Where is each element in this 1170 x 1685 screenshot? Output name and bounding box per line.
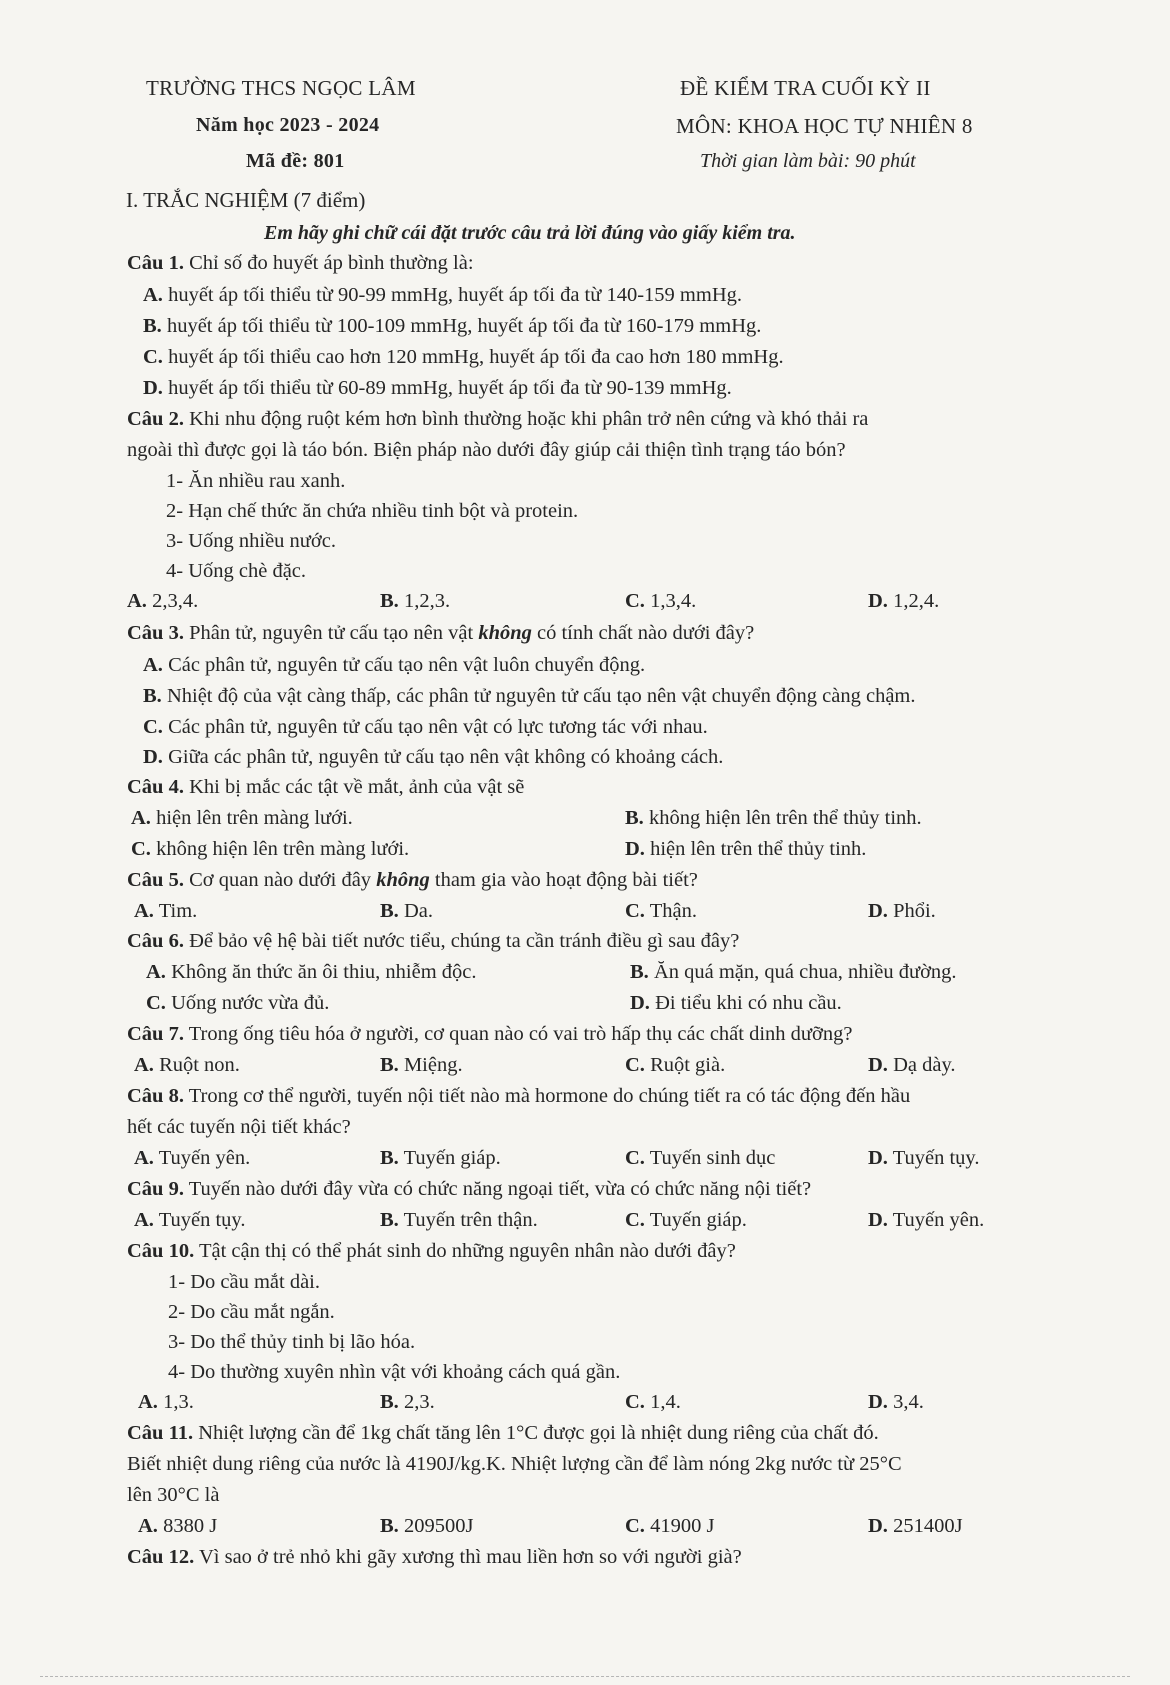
- question-text-end: có tính chất nào dưới đây?: [531, 622, 755, 644]
- q3-option-a[interactable]: [143, 654, 645, 677]
- q10-option-c[interactable]: [625, 1391, 681, 1414]
- q2-item-3: 3- Uống nhiều nước.: [166, 530, 336, 552]
- option-letter: A.: [127, 590, 147, 612]
- option-text: 209500J: [403, 1515, 474, 1537]
- q4-option-d[interactable]: [625, 838, 866, 861]
- option-text: hiện lên trên thể thủy tinh.: [650, 838, 867, 860]
- option-letter: B.: [380, 900, 399, 922]
- option-letter: D.: [143, 746, 163, 768]
- option-text: Ruột non.: [159, 1054, 240, 1076]
- option-letter: C.: [131, 838, 151, 860]
- option-letter: D.: [143, 377, 163, 399]
- option-text: Miệng.: [403, 1054, 463, 1076]
- option-text: Tuyến trên thận.: [403, 1209, 538, 1231]
- question-11-cont-2: lên 30°C là: [127, 1484, 220, 1506]
- q4-option-a[interactable]: [131, 807, 353, 830]
- option-text: 2,3,4.: [152, 590, 199, 612]
- q1-option-c[interactable]: [143, 346, 784, 369]
- option-text: Tim.: [158, 900, 198, 922]
- q2-item-2: 2- Hạn chế thức ăn chứa nhiều tinh bột và protein.: [166, 500, 579, 522]
- q10-option-d[interactable]: [868, 1391, 924, 1414]
- option-text: Các phân tử, nguyên tử cấu tạo nên vật luôn chuyển động.: [168, 654, 646, 676]
- q1-option-a[interactable]: [143, 284, 742, 307]
- question-text-end: tham gia vào hoạt động bài tiết?: [429, 869, 698, 891]
- option-letter: D.: [868, 1054, 888, 1076]
- option-letter: B.: [380, 1515, 399, 1537]
- option-text: Dạ dày.: [893, 1054, 956, 1076]
- q4-option-c[interactable]: [131, 838, 409, 861]
- option-letter: B.: [380, 590, 399, 612]
- q10-item-3: 3- Do thể thủy tinh bị lão hóa.: [168, 1331, 416, 1353]
- option-text: Tuyến giáp.: [403, 1147, 501, 1169]
- q9-option-c[interactable]: [625, 1209, 747, 1232]
- exam-code: Mã đề: 801: [246, 150, 345, 172]
- option-letter: C.: [625, 1147, 645, 1169]
- question-number: Câu 8.: [127, 1085, 184, 1107]
- q6-option-b[interactable]: [630, 961, 957, 984]
- question-text: Trong cơ thể người, tuyến nội tiết nào mà hormone do chúng tiết ra có tác động đến hầu: [188, 1085, 911, 1107]
- q7-option-d[interactable]: [868, 1054, 955, 1077]
- option-letter: A.: [134, 1054, 154, 1076]
- q2-item-1: 1- Ăn nhiều rau xanh.: [166, 470, 346, 492]
- q5-option-c[interactable]: [625, 900, 697, 923]
- question-12: [127, 1546, 742, 1569]
- option-text: 3,4.: [893, 1391, 924, 1413]
- question-number: Câu 12.: [127, 1546, 195, 1568]
- q11-option-c[interactable]: [625, 1515, 714, 1538]
- option-text: không hiện lên trên màng lưới.: [156, 838, 410, 860]
- option-text: Ăn quá mặn, quá chua, nhiều đường.: [653, 961, 957, 983]
- q1-option-d[interactable]: [143, 377, 732, 400]
- option-text: Không ăn thức ăn ôi thiu, nhiễm độc.: [171, 961, 477, 983]
- q6-option-c[interactable]: [146, 992, 329, 1015]
- question-8-cont: hết các tuyến nội tiết khác?: [127, 1116, 351, 1138]
- q9-option-a[interactable]: [134, 1209, 245, 1232]
- q8-option-b[interactable]: [380, 1147, 501, 1170]
- q3-option-d[interactable]: [143, 746, 723, 769]
- question-number: Câu 10.: [127, 1240, 195, 1262]
- option-letter: A.: [143, 284, 163, 306]
- question-4: [127, 776, 524, 799]
- option-letter: D.: [630, 992, 650, 1014]
- question-number: Câu 4.: [127, 776, 184, 798]
- question-text: Vì sao ở trẻ nhỏ khi gãy xương thì mau liền hơn so với người già?: [198, 1546, 742, 1568]
- option-text: huyết áp tối thiểu từ 60-89 mmHg, huyết áp tối đa từ 90-139 mmHg.: [168, 377, 732, 399]
- option-text: Đi tiểu khi có nhu cầu.: [655, 992, 842, 1014]
- subject: MÔN: KHOA HỌC TỰ NHIÊN 8: [676, 114, 973, 138]
- q8-option-d[interactable]: [868, 1147, 979, 1170]
- question-text: Tật cận thị có thể phát sinh do những nguyên nhân nào dưới đây?: [198, 1240, 736, 1262]
- option-letter: A.: [131, 807, 151, 829]
- question-6: [127, 930, 739, 953]
- option-text: 2,3.: [403, 1391, 435, 1413]
- option-text: không hiện lên trên thể thủy tinh.: [648, 807, 922, 829]
- option-letter: A.: [134, 900, 154, 922]
- option-letter: C.: [143, 346, 163, 368]
- question-11-cont: Biết nhiệt dung riêng của nước là 4190J/kg.K. Nhiệt lượng cần để làm nóng 2kg nước từ 25°C: [127, 1453, 902, 1475]
- q8-option-a[interactable]: [134, 1147, 250, 1170]
- option-text: 1,4.: [650, 1391, 681, 1413]
- option-letter: C.: [625, 1391, 645, 1413]
- option-text: Tuyến sinh dục: [649, 1147, 776, 1169]
- question-3: [127, 622, 754, 645]
- q2-option-a[interactable]: [127, 590, 198, 613]
- question-number: Câu 6.: [127, 930, 184, 952]
- option-text: 1,3,4.: [650, 590, 697, 612]
- option-letter: A.: [138, 1515, 158, 1537]
- question-number: Câu 7.: [127, 1023, 184, 1045]
- option-text: Tuyến giáp.: [649, 1209, 747, 1231]
- q1-option-b[interactable]: [143, 315, 761, 338]
- option-text: Tuyến tụy.: [892, 1147, 980, 1169]
- question-7: [127, 1023, 852, 1046]
- question-text: Để bảo vệ hệ bài tiết nước tiểu, chúng ta cần tránh điều gì sau đây?: [189, 930, 740, 952]
- option-letter: B.: [380, 1209, 399, 1231]
- q7-option-b[interactable]: [380, 1054, 463, 1077]
- duration: Thời gian làm bài: 90 phút: [700, 150, 916, 172]
- question-5: [127, 869, 698, 892]
- q11-option-b[interactable]: [380, 1515, 473, 1538]
- option-text: huyết áp tối thiểu từ 100-109 mmHg, huyết áp tối đa từ 160-179 mmHg.: [166, 315, 762, 337]
- option-text: Các phân tử, nguyên tử cấu tạo nên vật có lực tương tác với nhau.: [168, 716, 708, 738]
- option-text: Da.: [403, 900, 433, 922]
- option-letter: A.: [138, 1391, 158, 1413]
- option-letter: D.: [625, 838, 645, 860]
- q3-option-b[interactable]: [143, 685, 916, 708]
- q8-option-c[interactable]: [625, 1147, 775, 1170]
- exam-title: ĐỀ KIỂM TRA CUỐI KỲ II: [680, 76, 931, 100]
- option-text: 1,3.: [163, 1391, 194, 1413]
- question-11: [127, 1422, 879, 1445]
- question-emphasis: không: [376, 869, 430, 891]
- option-letter: C.: [625, 1054, 645, 1076]
- question-2-cont: ngoài thì được gọi là táo bón. Biện pháp nào dưới đây giúp cải thiện tình trạng táo bón?: [127, 439, 846, 461]
- option-text: Giữa các phân tử, nguyên tử cấu tạo nên vật không có khoảng cách.: [168, 746, 724, 768]
- question-2: [127, 408, 868, 431]
- option-letter: D.: [868, 1147, 888, 1169]
- section-instruction: Em hãy ghi chữ cái đặt trước câu trả lời đúng vào giấy kiểm tra.: [264, 222, 796, 244]
- q9-option-d[interactable]: [868, 1209, 984, 1232]
- question-text: Khi bị mắc các tật về mắt, ảnh của vật sẽ: [189, 776, 525, 798]
- option-letter: D.: [868, 900, 888, 922]
- school-name: TRƯỜNG THCS NGỌC LÂM: [146, 76, 416, 100]
- option-letter: A.: [143, 654, 163, 676]
- q4-option-b[interactable]: [625, 807, 922, 830]
- option-text: Thận.: [649, 900, 697, 922]
- q5-option-b[interactable]: [380, 900, 433, 923]
- question-text: Trong ống tiêu hóa ở người, cơ quan nào có vai trò hấp thụ các chất dinh dưỡng?: [188, 1023, 853, 1045]
- option-letter: B.: [380, 1147, 399, 1169]
- option-text: huyết áp tối thiểu cao hơn 120 mmHg, huyết áp tối đa cao hơn 180 mmHg.: [168, 346, 784, 368]
- option-text: Tuyến yên.: [892, 1209, 985, 1231]
- page-bottom-edge: [40, 1676, 1130, 1677]
- question-text: Tuyến nào dưới đây vừa có chức năng ngoại tiết, vừa có chức năng nội tiết?: [188, 1178, 812, 1200]
- option-letter: C.: [143, 716, 163, 738]
- option-text: Tuyến yên.: [158, 1147, 251, 1169]
- option-text: Nhiệt độ của vật càng thấp, các phân tử nguyên tử cấu tạo nên vật chuyển động càng chậm.: [166, 685, 916, 707]
- q2-item-4: 4- Uống chè đặc.: [166, 560, 307, 582]
- option-letter: A.: [134, 1209, 154, 1231]
- question-number: Câu 3.: [127, 622, 184, 644]
- question-10: [127, 1240, 736, 1263]
- question-emphasis: không: [478, 622, 532, 644]
- q2-option-b[interactable]: [380, 590, 450, 613]
- q7-option-a[interactable]: [134, 1054, 240, 1077]
- q10-option-a[interactable]: [138, 1391, 194, 1414]
- option-letter: C.: [146, 992, 166, 1014]
- q5-option-d[interactable]: [868, 900, 936, 923]
- option-letter: B.: [630, 961, 649, 983]
- school-year: Năm học 2023 - 2024: [196, 114, 380, 136]
- option-text: huyết áp tối thiểu từ 90-99 mmHg, huyết áp tối đa từ 140-159 mmHg.: [168, 284, 743, 306]
- question-text: Khi nhu động ruột kém hơn bình thường hoặc khi phân trở nên cứng và khó thải ra: [189, 408, 869, 430]
- question-number: Câu 11.: [127, 1422, 194, 1444]
- option-letter: C.: [625, 1209, 645, 1231]
- option-text: 41900 J: [650, 1515, 715, 1537]
- question-number: Câu 5.: [127, 869, 184, 891]
- option-text: 8380 J: [163, 1515, 218, 1537]
- option-text: Phổi.: [893, 900, 936, 922]
- q6-option-d[interactable]: [630, 992, 842, 1015]
- option-letter: D.: [868, 1391, 888, 1413]
- q7-option-c[interactable]: [625, 1054, 725, 1077]
- option-text: Ruột già.: [650, 1054, 726, 1076]
- question-text: Phân tử, nguyên tử cấu tạo nên vật: [189, 622, 479, 644]
- q10-item-2: 2- Do cầu mắt ngắn.: [168, 1301, 335, 1323]
- option-letter: D.: [868, 590, 888, 612]
- option-letter: C.: [625, 900, 645, 922]
- option-letter: B.: [143, 315, 162, 337]
- q9-option-b[interactable]: [380, 1209, 538, 1232]
- option-letter: A.: [146, 961, 166, 983]
- q2-option-c[interactable]: [625, 590, 696, 613]
- q3-option-c[interactable]: [143, 716, 708, 739]
- option-text: 1,2,4.: [893, 590, 940, 612]
- q10-option-b[interactable]: [380, 1391, 435, 1414]
- option-text: 1,2,3.: [403, 590, 451, 612]
- question-8: [127, 1085, 910, 1108]
- option-letter: A.: [134, 1147, 154, 1169]
- option-letter: B.: [380, 1054, 399, 1076]
- question-1: [127, 252, 474, 275]
- option-letter: B.: [625, 807, 644, 829]
- option-letter: B.: [143, 685, 162, 707]
- option-letter: C.: [625, 590, 645, 612]
- q11-option-a[interactable]: [138, 1515, 217, 1538]
- option-letter: D.: [868, 1209, 888, 1231]
- question-number: Câu 2.: [127, 408, 184, 430]
- option-letter: D.: [868, 1515, 888, 1537]
- option-letter: C.: [625, 1515, 645, 1537]
- q11-option-d[interactable]: [868, 1515, 963, 1538]
- option-text: Uống nước vừa đủ.: [171, 992, 330, 1014]
- question-text: Cơ quan nào dưới đây: [189, 869, 377, 891]
- q10-item-1: 1- Do cầu mắt dài.: [168, 1271, 320, 1293]
- q10-item-4: 4- Do thường xuyên nhìn vật với khoảng cách quá gần.: [168, 1361, 621, 1383]
- question-text: Chỉ số đo huyết áp bình thường là:: [189, 252, 474, 274]
- option-text: 251400J: [893, 1515, 963, 1537]
- option-text: Tuyến tụy.: [158, 1209, 246, 1231]
- option-letter: B.: [380, 1391, 399, 1413]
- question-number: Câu 9.: [127, 1178, 184, 1200]
- option-text: hiện lên trên màng lưới.: [156, 807, 353, 829]
- q6-option-a[interactable]: [146, 961, 477, 984]
- section-title: I. TRẮC NGHIỆM (7 điểm): [126, 188, 366, 212]
- q2-option-d[interactable]: [868, 590, 939, 613]
- question-text: Nhiệt lượng cần để 1kg chất tăng lên 1°C được gọi là nhiệt dung riêng của chất đó.: [198, 1422, 879, 1444]
- question-9: [127, 1178, 811, 1201]
- question-number: Câu 1.: [127, 252, 184, 274]
- q5-option-a[interactable]: [134, 900, 197, 923]
